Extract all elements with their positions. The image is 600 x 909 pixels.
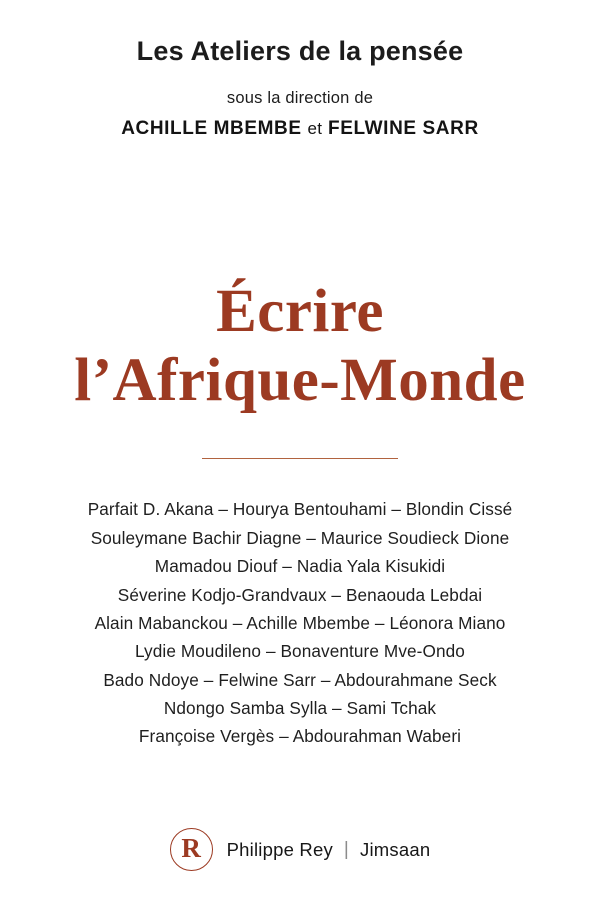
contributor-line: Ndongo Samba Sylla – Sami Tchak [163, 698, 437, 719]
editor-name-secondary: FELWINE SARR [328, 118, 479, 139]
page-title-line-1: Écrire [216, 278, 384, 345]
series-title: Les Ateliers de la pensée [136, 36, 464, 66]
contributor-line: Alain Mabanckou – Achille Mbembe – Léonora Miano [94, 612, 506, 633]
direction-label: sous la direction de [226, 89, 374, 107]
publisher-separator: | [343, 838, 350, 860]
publisher-footer [0, 828, 600, 871]
contributor-line: Mamadou Diouf – Nadia Yala Kisukidi [154, 556, 446, 577]
page-title-line-2: l’Afrique-Monde [74, 346, 526, 414]
contributor-line: Lydie Moudileno – Bonaventure Mve-Ondo [135, 641, 465, 662]
contributor-line: Bado Ndoye – Felwine Sarr – Abdourahmane Seck [103, 669, 497, 690]
editors-conjunction: et [307, 119, 323, 138]
contributors-list [88, 495, 513, 750]
contributor-line: Séverine Kodjo-Grandvaux – Benaouda Lebdai [117, 584, 483, 605]
publisher-names [227, 839, 431, 861]
copublisher-name: Jimsaan [360, 838, 431, 860]
contributor-line: Parfait D. Akana – Hourya Bentouhami – Blondin Cissé [87, 499, 513, 520]
editor-name-primary: ACHILLE MBEMBE [121, 118, 302, 139]
publisher-logo-icon: R [170, 828, 213, 871]
contributor-line: Françoise Vergès – Abdourahman Waberi [138, 726, 462, 747]
divider [202, 458, 398, 460]
editors-line [121, 118, 479, 140]
page-title [74, 278, 525, 416]
contributor-line: Souleymane Bachir Diagne – Maurice Soudieck Dione [90, 527, 510, 548]
publisher-name: Philippe Rey [226, 838, 333, 860]
